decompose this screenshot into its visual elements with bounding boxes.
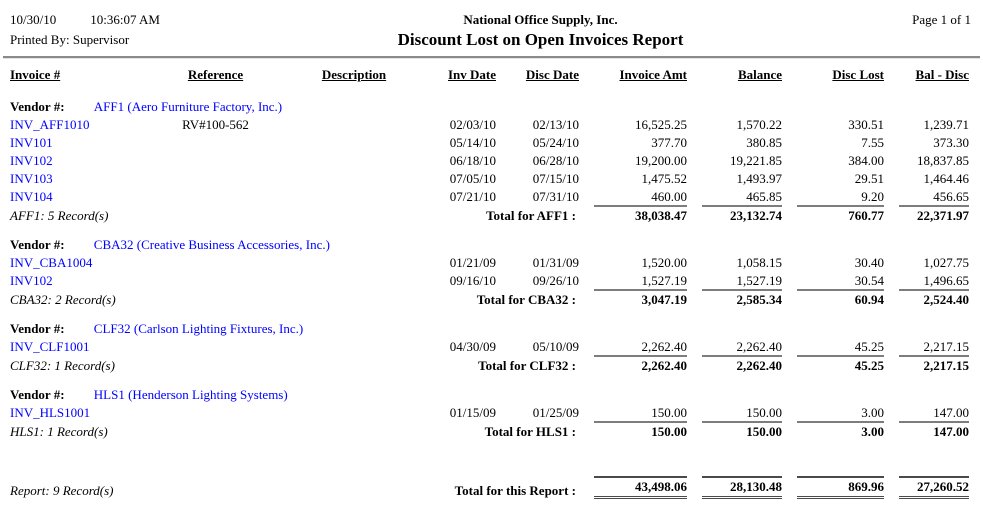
invoice-amt-cell: 150.00	[651, 405, 687, 420]
invoice-amt-cell: 1,520.00	[641, 255, 687, 270]
inv-date-cell: 05/14/10	[449, 135, 496, 150]
col-header-inv-date: Inv Date	[447, 67, 496, 82]
page-number: Page 1 of 1	[912, 12, 971, 27]
invoice-row	[8, 169, 970, 187]
inv-date-cell: 01/21/09	[449, 255, 496, 270]
company-name: National Office Supply, Inc.	[463, 12, 618, 27]
total-value: 43,498.06	[594, 476, 687, 499]
invoice-row	[8, 151, 970, 169]
invoice-amt-cell: 19,200.00	[635, 153, 687, 168]
balance-cell: 19,221.85	[730, 153, 782, 168]
total-value: 3,047.19	[594, 289, 687, 308]
vendor-total-disc-lost	[783, 421, 885, 440]
reference-cell	[158, 133, 273, 151]
print-time: 10:36:07 AM	[90, 12, 160, 27]
report-total-label: Total for this Report :	[454, 483, 576, 498]
vendor-number-label: Vendor #:	[10, 99, 65, 114]
description-cell	[273, 133, 435, 151]
vendor-total-balance	[688, 421, 783, 440]
disc-date-cell: 05/10/09	[532, 339, 579, 354]
total-value: 2,217.15	[899, 355, 969, 374]
vendor-record-count: CLF32: 1 Record(s)	[10, 358, 115, 373]
col-header-reference: Reference	[187, 67, 244, 82]
vendor-total-invoice-amt	[580, 205, 688, 224]
disc-lost-cell: 30.54	[854, 273, 884, 288]
col-header-description: Description	[321, 67, 387, 82]
vendor-total-balance	[688, 355, 783, 374]
vendor-link[interactable]: CBA32 (Creative Business Accessories, Inc.)	[93, 237, 330, 252]
disc-date-cell: 05/24/10	[532, 135, 579, 150]
vendor-link[interactable]: CLF32 (Carlson Lighting Fixtures, Inc.)	[93, 321, 304, 336]
vendor-number-label: Vendor #:	[10, 237, 65, 252]
col-header-disc-date: Disc Date	[525, 67, 579, 82]
total-value: 60.94	[797, 289, 884, 308]
vendor-total-bal-disc	[885, 205, 970, 224]
balance-cell: 1,527.19	[736, 273, 782, 288]
vendor-total-label: Total for HLS1 :	[484, 424, 576, 439]
bal-disc-cell: 2,217.15	[923, 339, 969, 354]
disc-date-cell: 01/31/09	[532, 255, 579, 270]
invoice-link[interactable]: INV_CBA1004	[10, 255, 93, 270]
vendor-total-disc-lost	[783, 289, 885, 308]
vendor-number-label: Vendor #:	[10, 321, 65, 336]
total-value: 2,262.40	[702, 355, 782, 374]
invoice-row	[8, 337, 970, 355]
vendor-number-label: Vendor #:	[10, 387, 65, 402]
description-cell	[273, 253, 435, 271]
bal-disc-cell: 456.65	[933, 189, 969, 204]
disc-date-cell: 07/15/10	[532, 171, 579, 186]
inv-date-cell: 06/18/10	[449, 153, 496, 168]
vendor-total-row	[8, 355, 970, 374]
invoice-row	[8, 271, 970, 289]
reference-cell	[158, 403, 273, 421]
invoice-row	[8, 133, 970, 151]
invoice-row	[8, 115, 970, 133]
disc-date-cell: 06/28/10	[532, 153, 579, 168]
report-record-count: Report: 9 Record(s)	[10, 483, 114, 498]
invoice-amt-cell: 1,527.19	[641, 273, 687, 288]
inv-date-cell: 07/05/10	[449, 171, 496, 186]
description-cell	[273, 115, 435, 133]
vendor-record-count: AFF1: 5 Record(s)	[10, 208, 109, 223]
col-header-invoice: Invoice #	[10, 67, 61, 82]
invoice-link[interactable]: INV102	[10, 153, 53, 168]
invoice-row	[8, 253, 970, 271]
description-cell	[273, 169, 435, 187]
disc-lost-cell: 29.51	[854, 171, 884, 186]
disc-date-cell: 02/13/10	[532, 117, 579, 132]
reference-cell	[158, 337, 273, 355]
invoice-amt-cell: 460.00	[651, 189, 687, 204]
report-total-balance	[688, 476, 783, 499]
inv-date-cell: 01/15/09	[449, 405, 496, 420]
description-cell	[273, 271, 435, 289]
bal-disc-cell: 1,027.75	[923, 255, 969, 270]
total-value: 3.00	[797, 421, 884, 440]
column-header-row	[8, 61, 970, 86]
balance-cell: 380.85	[746, 135, 782, 150]
invoice-link[interactable]: INV_CLF1001	[10, 339, 90, 354]
total-value: 2,262.40	[594, 355, 687, 374]
total-value: 2,524.40	[899, 289, 969, 308]
total-value: 45.25	[797, 355, 884, 374]
invoice-row	[8, 403, 970, 421]
description-cell	[273, 151, 435, 169]
vendor-total-invoice-amt	[580, 289, 688, 308]
inv-date-cell: 07/21/10	[449, 189, 496, 204]
disc-date-cell: 07/31/10	[532, 189, 579, 204]
invoice-amt-cell: 16,525.25	[635, 117, 687, 132]
bal-disc-cell: 1,464.46	[923, 171, 969, 186]
vendor-total-balance	[688, 289, 783, 308]
reference-cell	[158, 169, 273, 187]
description-cell	[273, 337, 435, 355]
description-cell	[273, 187, 435, 205]
invoice-amt-cell: 377.70	[651, 135, 687, 150]
total-value: 150.00	[594, 421, 687, 440]
disc-lost-cell: 330.51	[848, 117, 884, 132]
vendor-total-label: Total for CBA32 :	[476, 292, 576, 307]
vendor-row	[8, 374, 970, 403]
invoice-link[interactable]: INV_HLS1001	[10, 405, 91, 420]
vendor-total-invoice-amt	[580, 421, 688, 440]
vendor-total-invoice-amt	[580, 355, 688, 374]
bal-disc-cell: 18,837.85	[917, 153, 969, 168]
total-value: 28,130.48	[702, 476, 782, 499]
total-value: 760.77	[797, 205, 884, 224]
disc-lost-cell: 384.00	[848, 153, 884, 168]
balance-cell: 465.85	[746, 189, 782, 204]
vendor-total-disc-lost	[783, 355, 885, 374]
vendor-total-bal-disc	[885, 421, 970, 440]
invoice-link[interactable]: INV104	[10, 189, 53, 204]
disc-date-cell: 09/26/10	[532, 273, 579, 288]
bal-disc-cell: 373.30	[933, 135, 969, 150]
header-divider	[3, 56, 980, 59]
vendor-total-bal-disc	[885, 289, 970, 308]
bal-disc-cell: 1,239.71	[923, 117, 969, 132]
total-value: 869.96	[797, 476, 884, 499]
report-total-bal-disc	[885, 476, 970, 499]
balance-cell: 150.00	[746, 405, 782, 420]
vendor-row	[8, 224, 970, 253]
total-value: 38,038.47	[594, 205, 687, 224]
vendor-total-disc-lost	[783, 205, 885, 224]
reference-cell	[158, 271, 273, 289]
total-value: 2,585.34	[702, 289, 782, 308]
bal-disc-cell: 1,496.65	[923, 273, 969, 288]
reference-cell: RV#100-562	[182, 117, 249, 132]
vendor-row	[8, 308, 970, 337]
invoice-link[interactable]: INV_AFF1010	[10, 117, 90, 132]
reference-cell	[158, 187, 273, 205]
invoice-link[interactable]: INV102	[10, 273, 53, 288]
vendor-total-bal-disc	[885, 355, 970, 374]
printed-by: Printed By: Supervisor	[10, 32, 130, 47]
vendor-record-count: CBA32: 2 Record(s)	[10, 292, 116, 307]
disc-lost-cell: 9.20	[861, 189, 884, 204]
balance-cell: 1,570.22	[736, 117, 782, 132]
col-header-disc-lost: Disc Lost	[832, 67, 884, 82]
invoice-row	[8, 187, 970, 205]
page-title: Discount Lost on Open Invoices Report	[397, 30, 684, 49]
inv-date-cell: 04/30/09	[449, 339, 496, 354]
balance-cell: 1,058.15	[736, 255, 782, 270]
disc-lost-cell: 3.00	[861, 405, 884, 420]
vendor-total-row	[8, 205, 970, 224]
disc-lost-cell: 30.40	[854, 255, 884, 270]
report-total-invoice-amt	[580, 476, 688, 499]
invoice-amt-cell: 2,262.40	[641, 339, 687, 354]
reference-cell	[158, 253, 273, 271]
total-value: 27,260.52	[899, 476, 969, 499]
inv-date-cell: 09/16/10	[449, 273, 496, 288]
total-value: 150.00	[702, 421, 782, 440]
disc-lost-cell: 7.55	[861, 135, 884, 150]
invoice-link[interactable]: INV103	[10, 171, 53, 186]
total-value: 22,371.97	[899, 205, 969, 224]
invoice-report-table	[8, 61, 970, 499]
vendor-row	[8, 86, 970, 115]
vendor-link[interactable]: AFF1 (Aero Furniture Factory, Inc.)	[93, 99, 283, 114]
invoice-amt-cell: 1,475.52	[641, 171, 687, 186]
vendor-record-count: HLS1: 1 Record(s)	[10, 424, 108, 439]
inv-date-cell: 02/03/10	[449, 117, 496, 132]
invoice-link[interactable]: INV101	[10, 135, 53, 150]
report-page-header	[0, 0, 983, 50]
disc-date-cell: 01/25/09	[532, 405, 579, 420]
vendor-total-balance	[688, 205, 783, 224]
balance-cell: 2,262.40	[736, 339, 782, 354]
total-value: 147.00	[899, 421, 969, 440]
vendor-total-label: Total for AFF1 :	[486, 208, 576, 223]
col-header-balance: Balance	[737, 67, 782, 82]
balance-cell: 1,493.97	[736, 171, 782, 186]
vendor-total-row	[8, 289, 970, 308]
bal-disc-cell: 147.00	[933, 405, 969, 420]
vendor-total-label: Total for CLF32 :	[478, 358, 576, 373]
report-total-disc-lost	[783, 476, 885, 499]
disc-lost-cell: 45.25	[854, 339, 884, 354]
col-header-invoice-amt: Invoice Amt	[619, 67, 687, 82]
vendor-link[interactable]: HLS1 (Henderson Lighting Systems)	[93, 387, 288, 402]
col-header-bal-disc: Bal - Disc	[915, 67, 969, 82]
reference-cell	[158, 151, 273, 169]
report-total-row	[8, 476, 970, 499]
print-date: 10/30/10	[10, 12, 57, 27]
vendor-total-row	[8, 421, 970, 440]
total-value: 23,132.74	[702, 205, 782, 224]
description-cell	[273, 403, 435, 421]
